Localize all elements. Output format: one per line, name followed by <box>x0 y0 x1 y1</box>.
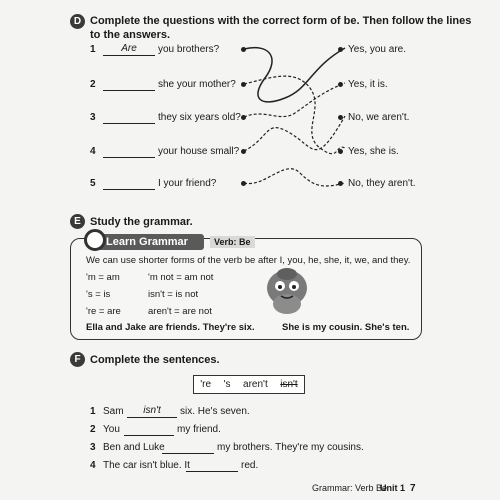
grammar-example-2: She is my cousin. She's ten. <box>282 322 410 333</box>
grammar-row-a: 're = are <box>86 306 121 317</box>
sentence-number: 3 <box>90 442 96 453</box>
question-number: 1 <box>90 44 96 55</box>
grammar-row-a: 's = is <box>86 289 111 300</box>
sentence-blank-1[interactable]: isn't <box>127 405 177 418</box>
learn-grammar-title: Learn Grammar <box>92 234 204 250</box>
footer-unit: Unit 1 <box>380 483 406 493</box>
grammar-row-b: 'm not = am not <box>148 272 214 283</box>
answer-option: Yes, she is. <box>348 146 399 157</box>
section-f-badge: F <box>70 352 85 367</box>
grammar-example-1: Ella and Jake are friends. They're six. <box>86 322 255 333</box>
matching-lines <box>240 38 350 193</box>
right-dot <box>338 47 343 52</box>
word-bank-item: 's <box>223 379 231 390</box>
sentence-blank-4[interactable] <box>186 459 238 472</box>
answer-blank-5[interactable] <box>103 177 155 190</box>
magnifier-icon <box>84 229 106 251</box>
sentence-after: six. He's seven. <box>180 406 250 417</box>
answer-blank-1[interactable]: Are <box>103 43 155 56</box>
section-f-title: Complete the sentences. <box>90 354 220 366</box>
grammar-row-a: 'm = am <box>86 272 120 283</box>
grammar-row-b: aren't = are not <box>148 306 212 317</box>
sentence-after: red. <box>241 460 259 471</box>
grammar-intro: We can use shorter forms of the verb be after I, you, he, she, it, we, and they. <box>86 255 411 266</box>
right-dot <box>338 181 343 186</box>
question-text: they six years old? <box>158 112 241 123</box>
question-number: 5 <box>90 178 96 189</box>
sentence-blank-2[interactable] <box>124 423 174 436</box>
answer-option: No, we aren't. <box>348 112 410 123</box>
right-dot <box>338 115 343 120</box>
question-text: your house small? <box>158 146 240 157</box>
verb-be-tag: Verb: Be <box>210 236 255 248</box>
question-text: you brothers? <box>158 44 220 55</box>
sentence-number: 2 <box>90 424 96 435</box>
word-bank-item: isn't <box>280 379 298 390</box>
answer-option: Yes, you are. <box>348 44 407 55</box>
answer-blank-3[interactable] <box>103 111 155 124</box>
section-d-title-line1: Complete the questions with the correct form of be. Then follow the lines <box>90 15 472 27</box>
sentence-number: 1 <box>90 406 96 417</box>
word-bank-item: aren't <box>243 379 268 390</box>
sentence-before: The car isn't blue. It <box>103 460 190 471</box>
page-number: 7 <box>410 483 416 494</box>
section-e-badge: E <box>70 214 85 229</box>
question-text: I your friend? <box>158 178 217 189</box>
question-text: she your mother? <box>158 79 236 90</box>
sentence-blank-3[interactable] <box>162 441 214 454</box>
question-number: 2 <box>90 79 96 90</box>
answer-option: Yes, it is. <box>348 79 388 90</box>
word-bank-item: 're <box>200 379 212 390</box>
footer-label: Grammar: Verb Be <box>312 483 388 493</box>
answer-blank-4[interactable] <box>103 145 155 158</box>
question-number: 4 <box>90 146 96 157</box>
answer-blank-2[interactable] <box>103 78 155 91</box>
sentence-number: 4 <box>90 460 96 471</box>
right-dot <box>338 82 343 87</box>
sentence-before: You <box>103 424 120 435</box>
question-number: 3 <box>90 112 96 123</box>
cartoon-character-icon <box>262 266 312 316</box>
right-dot <box>338 149 343 154</box>
section-d-badge: D <box>70 14 85 29</box>
grammar-row-b: isn't = is not <box>148 289 199 300</box>
answer-option: No, they aren't. <box>348 178 416 189</box>
section-d-title-line2: to the answers. <box>90 29 171 41</box>
sentence-before: Sam <box>103 406 124 417</box>
sentence-before: Ben and Luke <box>103 442 165 453</box>
section-e-title: Study the grammar. <box>90 216 193 228</box>
sentence-after: my brothers. They're my cousins. <box>217 442 364 453</box>
word-bank <box>193 375 305 394</box>
sentence-after: my friend. <box>177 424 221 435</box>
